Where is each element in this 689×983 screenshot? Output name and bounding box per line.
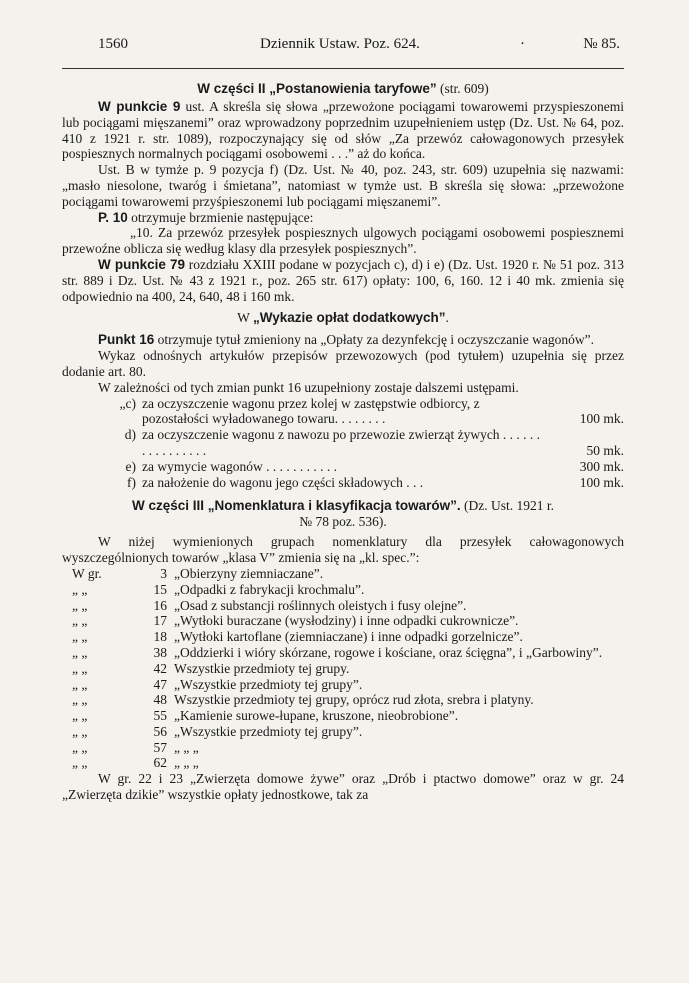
group-item xyxy=(62,645,624,661)
fee-item-mark: f) xyxy=(127,474,136,490)
group-text: „ „ „ xyxy=(174,755,199,771)
point-label: P. 10 xyxy=(98,209,128,225)
group-item xyxy=(62,677,624,693)
group-text: „Kamienie surowe-łupane, kruszone, nieobrobione”. xyxy=(174,708,459,724)
group-text: Wszystkie przedmioty tej grupy. xyxy=(174,660,350,676)
group-text: Wszystkie przedmioty tej grupy, oprócz rud złota, srebra i platyny. xyxy=(174,692,534,708)
fee-list xyxy=(62,396,624,491)
group-item xyxy=(62,740,624,756)
group-number: 42 xyxy=(153,660,167,676)
section-heading-fees xyxy=(62,310,624,326)
point-label: W punkcie 79 xyxy=(98,256,185,272)
group-text: „ „ „ xyxy=(174,739,199,755)
group-text: „Obierzyny ziemniaczane”. xyxy=(174,565,324,581)
group-prefix: „ „ xyxy=(72,755,88,771)
group-prefix: W gr. xyxy=(72,565,102,581)
section-heading-bold: W części II „Postanowienia taryfowe” xyxy=(197,81,437,96)
fee-item-text: za wymycie wagonów . . . . . . . . . . . xyxy=(142,458,337,474)
group-number: 62 xyxy=(153,755,167,771)
group-prefix: „ „ xyxy=(72,660,88,676)
paragraph-text: otrzymuje brzmienie następujące: xyxy=(127,209,314,225)
point-label: W punkcie 9 xyxy=(98,99,181,114)
section-heading-bold: „Wykazie opłat dodatkowych” xyxy=(252,310,446,326)
paragraph-text: otrzymuje tytuł zmieniony na „Opłaty za dezynfekcję i oczyszczanie wagonów”. xyxy=(154,332,594,348)
fee-item xyxy=(62,475,624,491)
section-heading-ref-line2: № 78 poz. 536). xyxy=(299,514,387,530)
paragraph: W niżej wymienionych grupach nomenklatury dla przesyłek całowagonowych wyszczególnionych towarów „klasa V” zmienia się na „kl. spec.”: xyxy=(62,534,624,566)
fee-item-value: 50 mk. xyxy=(586,442,624,458)
fee-item-value: 100 mk. xyxy=(579,411,624,427)
group-text: „Wszystkie przedmioty tej grupy”. xyxy=(174,723,363,739)
group-item xyxy=(62,566,624,582)
group-number: 48 xyxy=(153,692,167,708)
document-page xyxy=(62,34,624,803)
fee-item-text: za oczyszczenie wagonu przez kolej w zastępstwie odbiorcy, z pozostałości wyładowanego towaru. . . . . . . . xyxy=(142,395,480,427)
group-number: 18 xyxy=(153,629,167,645)
section-heading-ref: (Dz. Ust. 1921 r. xyxy=(460,498,554,514)
group-text: „Odpadki z fabrykacji krochmalu”. xyxy=(174,581,365,597)
group-number: 16 xyxy=(153,597,167,613)
fee-item-mark: e) xyxy=(125,458,136,474)
group-item xyxy=(62,629,624,645)
paragraph: W zależności od tych zmian punkt 16 uzupełniony zostaje dalszemi ustępami. xyxy=(98,379,519,395)
group-number: 55 xyxy=(153,708,167,724)
group-item xyxy=(62,613,624,629)
group-prefix: „ „ xyxy=(72,629,88,645)
point-label: Punkt 16 xyxy=(98,332,155,348)
group-number: 3 xyxy=(160,565,167,581)
paragraph-text: rozdziału XXIII podane w pozycjach c), d) i e) (Dz. Ust. 1920 r. № 51 poz. 313 str. 889 i Dz. Ust. № 43 z 1921 r., poz. 265 str. 617) opłaty: 100, 6, 160. 12 i 40 mk. zmienia się odpowiednio na 400, 24, 640, 48 i 160 mk. xyxy=(62,256,625,304)
group-item xyxy=(62,755,624,771)
group-item xyxy=(62,724,624,740)
section-heading-part-two xyxy=(62,81,624,97)
fee-item-text: za oczyszczenie wagonu z nawozu po przewozie zwierząt żywych . . . . . . . . . . . . . . . . xyxy=(142,427,541,458)
group-prefix: „ „ xyxy=(72,739,88,755)
group-prefix: „ „ xyxy=(72,581,88,597)
group-prefix: „ „ xyxy=(72,644,88,660)
fee-item xyxy=(62,459,624,475)
group-item xyxy=(62,661,624,677)
group-prefix: „ „ xyxy=(72,676,88,692)
group-number: 15 xyxy=(153,581,167,597)
paragraph-text: ust. A skreśla się słowa „przewożone pociągami towarowemi przyspieszonemi lub pociągami mięszanemi” oraz wprowadzony poprzednim uzupełnieniem ustęp (Dz. Ust. № 64, poz. 410 z 1921 r. str. 1089), rozpoczynający się od słów „Za przewóz całowagonowych przesyłek pospiesznych normalnych pociągami osobowemi . . .” aż do końca. xyxy=(62,99,624,162)
fee-item-value: 100 mk. xyxy=(579,474,624,490)
group-text: „Osad z substancji roślinnych oleistych i fusy olejne”. xyxy=(174,597,467,613)
paragraph: Wykaz odnośnych artykułów przepisów przewozowych (pod tytułem) uzupełnia się przez dodanie art. 80. xyxy=(62,348,624,379)
fee-item xyxy=(62,427,624,459)
page-number: 1560 xyxy=(98,36,128,52)
section-heading-prefix: W xyxy=(237,310,253,326)
group-text: „Wytłoki kartoflane (ziemniaczane) i inne odpadki gorzelnicze”. xyxy=(174,629,523,645)
fee-item-mark: d) xyxy=(124,427,136,443)
fee-item xyxy=(62,396,624,428)
paragraph xyxy=(62,99,624,162)
quoted-paragraph: „10. Za przewóz przesyłek pospiesznych ulgowych pociągami osobowemi pospiesznemi przewoźne oblicza się według klasy dla przesyłek pospiesznych”. xyxy=(62,225,624,257)
group-text: „Wytłoki buraczane (wysłodziny) i inne odpadki cukrownicze”. xyxy=(174,613,519,629)
group-prefix: „ „ xyxy=(72,708,88,724)
header-dot: · xyxy=(520,36,525,52)
paragraph xyxy=(62,210,624,226)
issue-number: № 85. xyxy=(583,36,620,52)
group-number: 56 xyxy=(153,723,167,739)
group-number: 57 xyxy=(153,739,167,755)
group-item xyxy=(62,692,624,708)
fee-item-value: 300 mk. xyxy=(579,458,624,474)
group-item xyxy=(62,582,624,598)
group-number: 47 xyxy=(153,676,167,692)
paragraph xyxy=(62,332,624,348)
journal-title: Dziennik Ustaw. Poz. 624. xyxy=(260,36,420,52)
group-prefix: „ „ xyxy=(72,597,88,613)
group-prefix: „ „ xyxy=(72,613,88,629)
group-number: 38 xyxy=(153,644,167,660)
section-heading-ref: (str. 609) xyxy=(436,81,489,96)
section-heading-part-three xyxy=(62,498,624,530)
section-heading-bold: W części III „Nomenklatura i klasyfikacja towarów”. xyxy=(132,498,461,514)
group-number: 17 xyxy=(153,613,167,629)
group-item xyxy=(62,598,624,614)
section-heading-suffix: . xyxy=(445,310,449,326)
header-rule xyxy=(62,68,624,69)
group-item xyxy=(62,708,624,724)
paragraph: W gr. 22 i 23 „Zwierzęta domowe żywe” oraz „Drób i ptactwo domowe” oraz w gr. 24 „Zwierzęta dzikie” wszystkie opłaty jednostkowe, tak za xyxy=(62,771,624,803)
fee-item-mark: „c) xyxy=(119,395,136,411)
running-header xyxy=(62,34,624,58)
group-prefix: „ „ xyxy=(72,723,88,739)
fee-item-text: za nałożenie do wagonu jego części składowych . . . xyxy=(142,474,424,490)
group-prefix: „ „ xyxy=(72,692,88,708)
group-text: „Wszystkie przedmioty tej grupy”. xyxy=(174,676,363,692)
paragraph: Ust. B w tymże p. 9 pozycja f) (Dz. Ust. № 40, poz. 243, str. 609) uzupełnia się nazwami: „masło niesolone, twaróg i śmietana”, natomiast w tymże ust. B skreśla się słowa: „przewożone pociągami towarowemi przyśpieszonemi lub pociągami mięszanemi”. xyxy=(62,162,624,209)
group-list xyxy=(62,566,624,771)
group-text: „Oddzierki i wióry skórzane, rogowe i kościane, oraz ścięgna”, i „Garbowiny”. xyxy=(174,644,603,660)
paragraph xyxy=(62,257,624,304)
